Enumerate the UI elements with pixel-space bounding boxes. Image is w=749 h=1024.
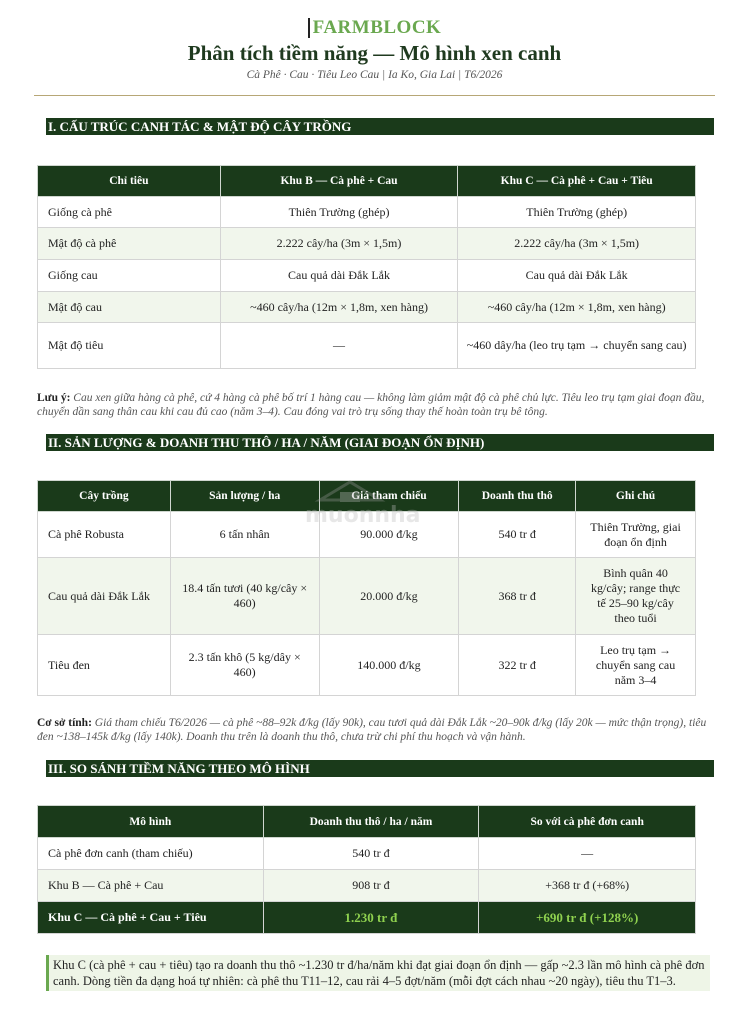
table-cell: Mật độ cà phê xyxy=(38,228,221,260)
structure-note xyxy=(37,391,717,419)
column-header: Khu B — Cà phê + Cau xyxy=(220,166,458,197)
table-cell: 322 tr đ xyxy=(459,635,576,696)
column-header: Doanh thu thô xyxy=(459,481,576,512)
table-cell: 908 tr đ xyxy=(263,870,479,902)
brand-logo: FARMBLOCK xyxy=(308,18,442,38)
table-cell: 2.222 cây/ha (3m × 1,5m) xyxy=(458,228,696,260)
table-cell: 20.000 đ/kg xyxy=(319,558,459,635)
table-cell: 540 tr đ xyxy=(459,512,576,558)
table-cell: Thiên Trường, giai đoạn ổn định xyxy=(576,512,696,558)
page-title: Phân tích tiềm năng — Mô hình xen canh xyxy=(187,41,562,65)
table-cell: ~460 cây/ha (12m × 1,8m, xen hàng) xyxy=(458,292,696,323)
table-cell: Giống cà phê xyxy=(38,197,221,228)
table-cell: — xyxy=(479,838,696,870)
table-cell: Thiên Trường (ghép) xyxy=(458,197,696,228)
table-cell: Cau quả dài Đắk Lắk xyxy=(38,558,171,635)
section2-title: II. SẢN LƯỢNG & DOANH THU THÔ / HA / NĂM (GIAI ĐOẠN ỔN ĐỊNH) xyxy=(46,434,714,451)
column-header: Giá tham chiếu xyxy=(319,481,459,512)
table-row xyxy=(38,838,696,870)
note-label: Cơ sở tính: xyxy=(37,717,92,729)
table-row xyxy=(38,292,696,323)
table-cell: 6 tấn nhân xyxy=(170,512,319,558)
table-cell: +368 tr đ (+68%) xyxy=(479,870,696,902)
table-row xyxy=(38,228,696,260)
column-header: So với cà phê đơn canh xyxy=(479,806,696,838)
note-text: Cau xen giữa hàng cà phê, cứ 4 hàng cà phê bố trí 1 hàng cau — không làm giảm mật độ cà phê chủ lực. Tiêu leo trụ tạm giai đoạn đầu, chuyển dần sang thân cau khi cau đủ cao (năm 3–4). Cau đóng vai trò trụ sống thay thế hoàn toàn trụ bê tông. xyxy=(37,392,705,418)
section3-title: III. SO SÁNH TIỀM NĂNG THEO MÔ HÌNH xyxy=(46,760,714,777)
table-row xyxy=(38,870,696,902)
table-row xyxy=(38,635,696,696)
table-cell: Thiên Trường (ghép) xyxy=(220,197,458,228)
report-header xyxy=(0,0,749,81)
table-cell: 368 tr đ xyxy=(459,558,576,635)
table-header-row xyxy=(38,166,696,197)
basis-note xyxy=(37,716,717,744)
table-cell: 2.3 tấn khô (5 kg/dây × 460) xyxy=(170,635,319,696)
table-cell: Cà phê Robusta xyxy=(38,512,171,558)
table-cell: Tiêu đen xyxy=(38,635,171,696)
table-row xyxy=(38,197,696,228)
table-row xyxy=(38,323,696,369)
table-cell: — xyxy=(220,323,458,369)
table-cell: 540 tr đ xyxy=(263,838,479,870)
column-header: Sản lượng / ha xyxy=(170,481,319,512)
column-header: Doanh thu thô / ha / năm xyxy=(263,806,479,838)
structure-table xyxy=(37,165,696,369)
table-cell: 90.000 đ/kg xyxy=(319,512,459,558)
note-text: Giá tham chiếu T6/2026 — cà phê ~88–92k đ/kg (lấy 90k), cau tươi quả dài Đắk Lắk ~20–90k đ/kg (lấy 20k — mức thận trọng), tiêu đen ~138–145k đ/kg (lấy 140k). Doanh thu trên là doanh thu thô, chưa trừ chi phí thu hoạch và vận hành. xyxy=(37,717,707,743)
watermark-logo xyxy=(300,478,450,528)
table-cell: Cau quả dài Đắk Lắk xyxy=(458,260,696,292)
header-divider xyxy=(34,95,715,96)
watermark-text: muonnha xyxy=(305,503,421,528)
table-cell: Khu B — Cà phê + Cau xyxy=(38,870,264,902)
table-row xyxy=(38,558,696,635)
note-label: Lưu ý: xyxy=(37,392,71,404)
table-cell: 2.222 cây/ha (3m × 1,5m) xyxy=(220,228,458,260)
column-header: Ghi chú xyxy=(576,481,696,512)
table-cell: Cau quả dài Đắk Lắk xyxy=(220,260,458,292)
table-cell: Mật độ cau xyxy=(38,292,221,323)
table-cell: 18.4 tấn tươi (40 kg/cây × 460) xyxy=(170,558,319,635)
comparison-table xyxy=(37,805,696,934)
table-cell: Cà phê đơn canh (tham chiếu) xyxy=(38,838,264,870)
table-cell: 140.000 đ/kg xyxy=(319,635,459,696)
table-cell: ~460 dây/ha (leo trụ tạm → chuyển sang cau) xyxy=(458,323,696,369)
table-cell: Khu C — Cà phê + Cau + Tiêu xyxy=(38,902,264,934)
table-header-row xyxy=(38,806,696,838)
page-subtitle: Cà Phê · Cau · Tiêu Leo Cau | Ia Ko, Gia Lai | T6/2026 xyxy=(246,69,503,81)
column-header: Chỉ tiêu xyxy=(38,166,221,197)
table-cell: Mật độ tiêu xyxy=(38,323,221,369)
table-row xyxy=(38,260,696,292)
summary-callout: Khu C (cà phê + cau + tiêu) tạo ra doanh thu thô ~1.230 tr đ/ha/năm khi đạt giai đoạn ổn định — gấp ~2.3 lần mô hình cà phê đơn canh. Dòng tiền đa dạng hoá tự nhiên: cà phê thu T11–12, cau rải 4–5 đợt/năm (mỗi đợt cách nhau ~20 ngày), tiêu thu T1–3. xyxy=(46,955,710,991)
table-cell: Bình quân 40 kg/cây; range thực tế 25–90 kg/cây theo tuổi xyxy=(576,558,696,635)
column-header: Mô hình xyxy=(38,806,264,838)
table-cell: 1.230 tr đ xyxy=(263,902,479,934)
table-total-row xyxy=(38,902,696,934)
table-cell: Leo trụ tạm → chuyển sang cau năm 3–4 xyxy=(576,635,696,696)
column-header: Khu C — Cà phê + Cau + Tiêu xyxy=(458,166,696,197)
table-cell: Giống cau xyxy=(38,260,221,292)
column-header: Cây trồng xyxy=(38,481,171,512)
section1-title: I. CẤU TRÚC CANH TÁC & MẬT ĐỘ CÂY TRỒNG xyxy=(46,118,714,135)
table-cell: ~460 cây/ha (12m × 1,8m, xen hàng) xyxy=(220,292,458,323)
table-cell: +690 tr đ (+128%) xyxy=(479,902,696,934)
